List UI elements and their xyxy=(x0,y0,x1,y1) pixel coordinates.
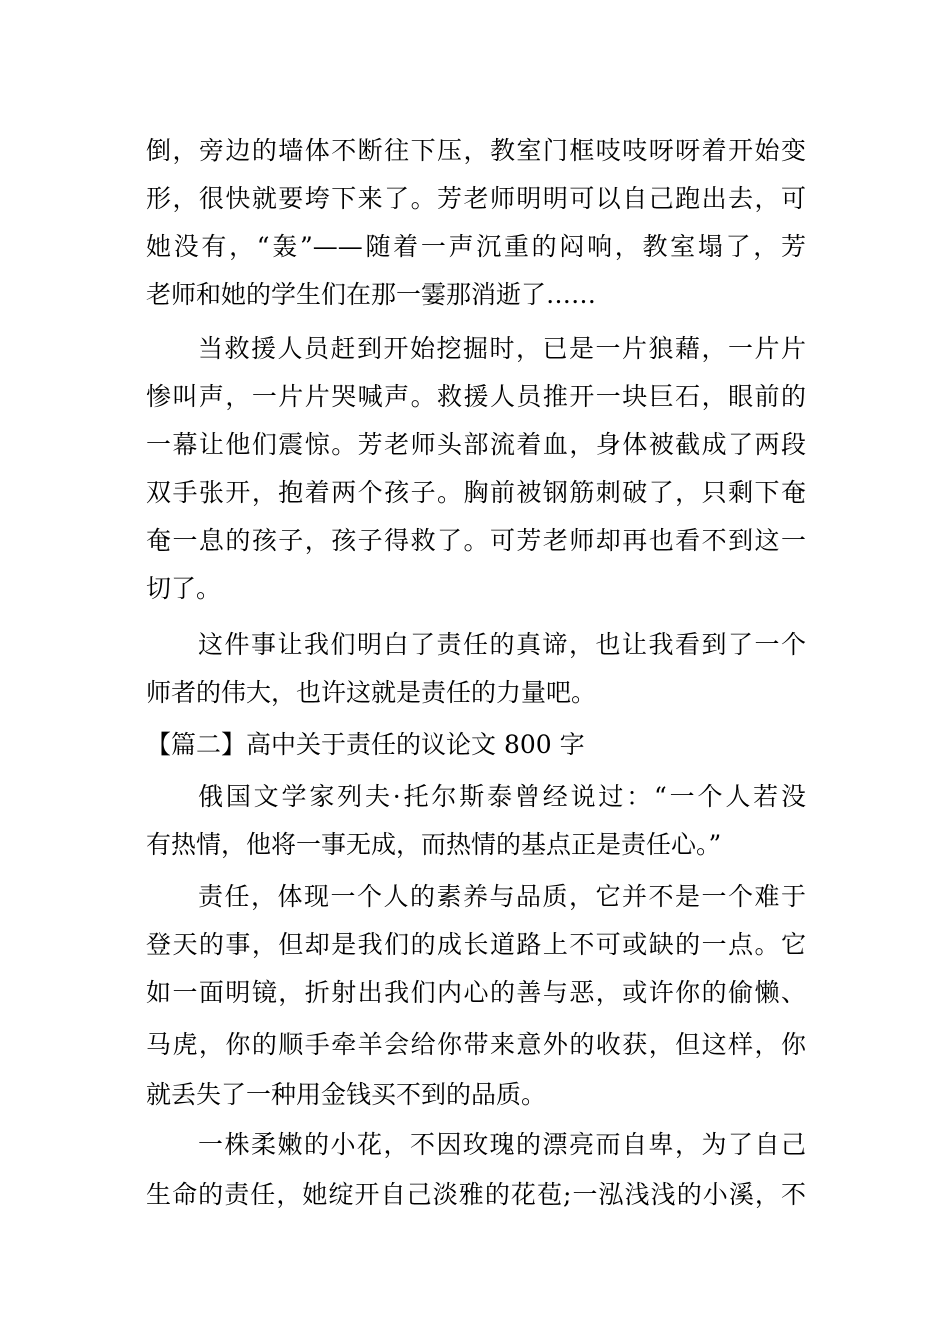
text-line: 登天的事，但却是我们的成长道路上不可或缺的一点。它 xyxy=(146,930,806,959)
text-line: 生命的责任，她绽开自己淡雅的花苞;一泓浅浅的小溪，不 xyxy=(146,1180,806,1209)
text-line: 奄一息的孩子，孩子得救了。可芳老师却再也看不到这一 xyxy=(146,526,806,555)
section-heading: 【篇二】高中关于责任的议论文 800 字 xyxy=(146,730,585,759)
text-line: 老师和她的学生们在那一霎那消逝了…… xyxy=(146,280,597,309)
text-line: 有热情，他将一事无成，而热情的基点正是责任心。” xyxy=(146,830,722,859)
text-line: 这件事让我们明白了责任的真谛，也让我看到了一个 xyxy=(198,630,806,659)
text-line: 责任，体现一个人的素养与品质，它并不是一个难于 xyxy=(198,882,806,911)
text-line: 她没有，“轰”——随着一声沉重的闷响，教室塌了，芳 xyxy=(146,232,806,261)
text-line: 如一面明镜，折射出我们内心的善与恶，或许你的偷懒、 xyxy=(146,978,806,1007)
text-line: 马虎，你的顺手牵羊会给你带来意外的收获，但这样，你 xyxy=(146,1030,806,1059)
text-line: 惨叫声，一片片哭喊声。救援人员推开一块巨石，眼前的 xyxy=(146,382,806,411)
text-line: 一幕让他们震惊。芳老师头部流着血，身体被截成了两段 xyxy=(146,430,806,459)
text-line: 双手张开，抱着两个孩子。胸前被钢筋刺破了，只剩下奄 xyxy=(146,478,806,507)
text-line: 就丢失了一种用金钱买不到的品质。 xyxy=(146,1080,547,1109)
text-line: 俄国文学家列夫·托尔斯泰曾经说过：“一个人若没 xyxy=(198,782,806,811)
text-line: 倒，旁边的墙体不断往下压，教室门框吱吱呀呀着开始变 xyxy=(146,136,806,165)
text-line: 师者的伟大，也许这就是责任的力量吧。 xyxy=(146,678,597,707)
text-line: 当救援人员赶到开始挖掘时，已是一片狼藉，一片片 xyxy=(198,334,806,363)
text-line: 形，很快就要垮下来了。芳老师明明可以自己跑出去，可 xyxy=(146,184,806,213)
text-line: 一株柔嫩的小花，不因玫瑰的漂亮而自卑，为了自己 xyxy=(198,1130,806,1159)
text-line: 切了。 xyxy=(146,574,222,603)
